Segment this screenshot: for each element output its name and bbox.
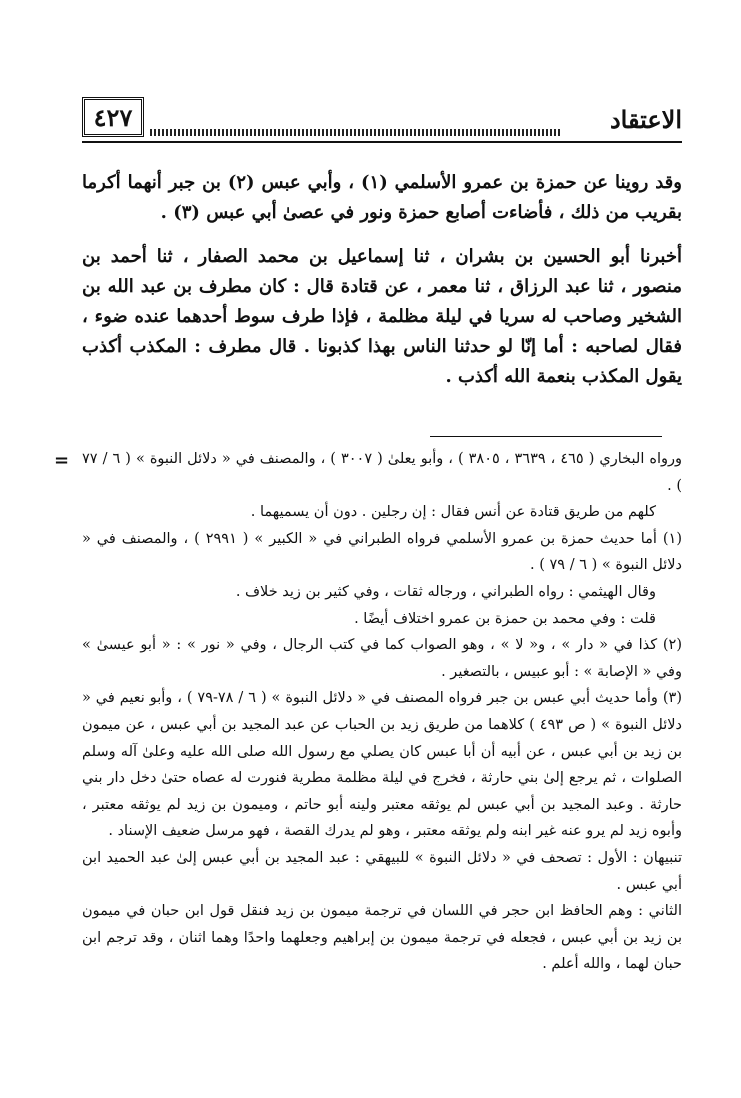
footnote-line: تنبيهان : الأول : تصحف في « دلائل النبوة » للبيهقي : عبد المجيد بن أبي عبس إلىٰ عبد الحميد ابن أبي عبس . bbox=[82, 849, 682, 893]
footnote-line: (٢) كذا في « دار » ، و« لا » ، وهو الصواب كما في كتب الرجال ، وفي « نور » : « أبو عيسىٰ » وفي « الإصابة » : أبو عبيس ، بالتصغير . bbox=[82, 637, 682, 680]
main-paragraph-1: وقد روينا عن حمزة بن عمرو الأسلمي (١) ، وأبي عبس (٢) بن جبر أنهما أكرما بقريب من ذلك ، فأضاءت أصابع حمزة ونور في عصىٰ أبي عبس (٣) . bbox=[82, 172, 682, 223]
page-number-box bbox=[82, 97, 144, 137]
running-title: الاعتقاد bbox=[609, 105, 682, 134]
footnote-line: وقال الهيثمي : رواه الطبراني ، ورجاله ثقات ، وفي كثير بن زيد خلاف . bbox=[235, 583, 656, 600]
page-number: ٤٢٧ bbox=[93, 102, 133, 132]
header-underline bbox=[82, 141, 682, 143]
main-text bbox=[82, 168, 682, 406]
footnote-continuation-marker: = bbox=[54, 450, 70, 471]
footnote-line: (٣) وأما حديث أبي عبس بن جبر فرواه المصنف في « دلائل النبوة » ( ٦ / ٧٨-٧٩ ) ، وأبو نعيم في « دلائل النبوة » ( ص ٤٩٣ ) كلاهما من طريق زيد بن الحباب عن عبد المجيد بن أبي عبس ، عن ميمون بن زيد بن أبي عبس ، عن أبيه أن أبا عبس كان يصلي مع رسول الله صلى الله عليه وعلىٰ آله وسلم الصلوات ، ثم يرجع إلىٰ بني حارثة ، فخرج في ليلة مظلمة مطرية فنورت له عصاه حتىٰ دخل دار بني حارثة . وعبد المجيد بن أبي عبس لم يوثقه معتبر ولينه أبو حاتم ، وميمون بن زيد لم يوثقه معتبر ، وأبوه زيد لم يرو عنه غير ابنه ولم يوثقه معتبر ، وهو لم يدرك القصة ، فهو مرسل ضعيف الإسناد . bbox=[82, 690, 682, 840]
footnote-line: الثاني : وهم الحافظ ابن حجر في اللسان في ترجمة ميمون بن زيد فنقل قول ابن حبان في ميمون بن زيد بن أبي عبس ، فجعله في ترجمة ميمون بن إبراهيم وجعلهما واحدًا وهما اثنان ، وقد ترجم ابن حبان لهما ، والله أعلم . bbox=[82, 903, 682, 973]
footnote-line: (١) أما حديث حمزة بن عمرو الأسلمي فرواه الطبراني في « الكبير » ( ٢٩٩١ ) ، والمصنف في « دلائل النبوة » ( ٦ / ٧٩ ) . bbox=[82, 530, 682, 574]
footnote-line: ورواه البخاري ( ٤٦٥ ، ٣٦٣٩ ، ٣٨٠٥ ) ، وأبو يعلىٰ ( ٣٠٠٧ ) ، والمصنف في « دلائل النبوة » ( ٦ / ٧٧ ) . bbox=[82, 451, 683, 494]
main-paragraph-2: أخبرنا أبو الحسين بن بشران ، ثنا إسماعيل بن محمد الصفار ، ثنا أحمد بن منصور ، ثنا عبد الرزاق ، ثنا معمر ، عن قتادة قال : كان مطرف بن عبد الله بن الشخير وصاحب له سريا في ليلة مظلمة ، فإذا طرف سوط أحدهما عنده ضوء ، فقال لصاحبه : أما إنّا لو حدثنا الناس بهذا كذبونا . قال مطرف : المكذب أكذب يقول المكذب بنعمة الله أكذب . bbox=[82, 246, 682, 387]
footnote-separator bbox=[430, 436, 662, 437]
header-ornament-rule bbox=[150, 129, 562, 136]
footnote-line: قلت : وفي محمد بن حمزة بن عمرو اختلاف أيضًا . bbox=[354, 610, 656, 627]
footnotes bbox=[82, 446, 682, 978]
footnote-line: كلهم من طريق قتادة عن أنس فقال : إن رجلين . دون أن يسميهما . bbox=[250, 504, 656, 521]
page-header bbox=[82, 97, 682, 151]
